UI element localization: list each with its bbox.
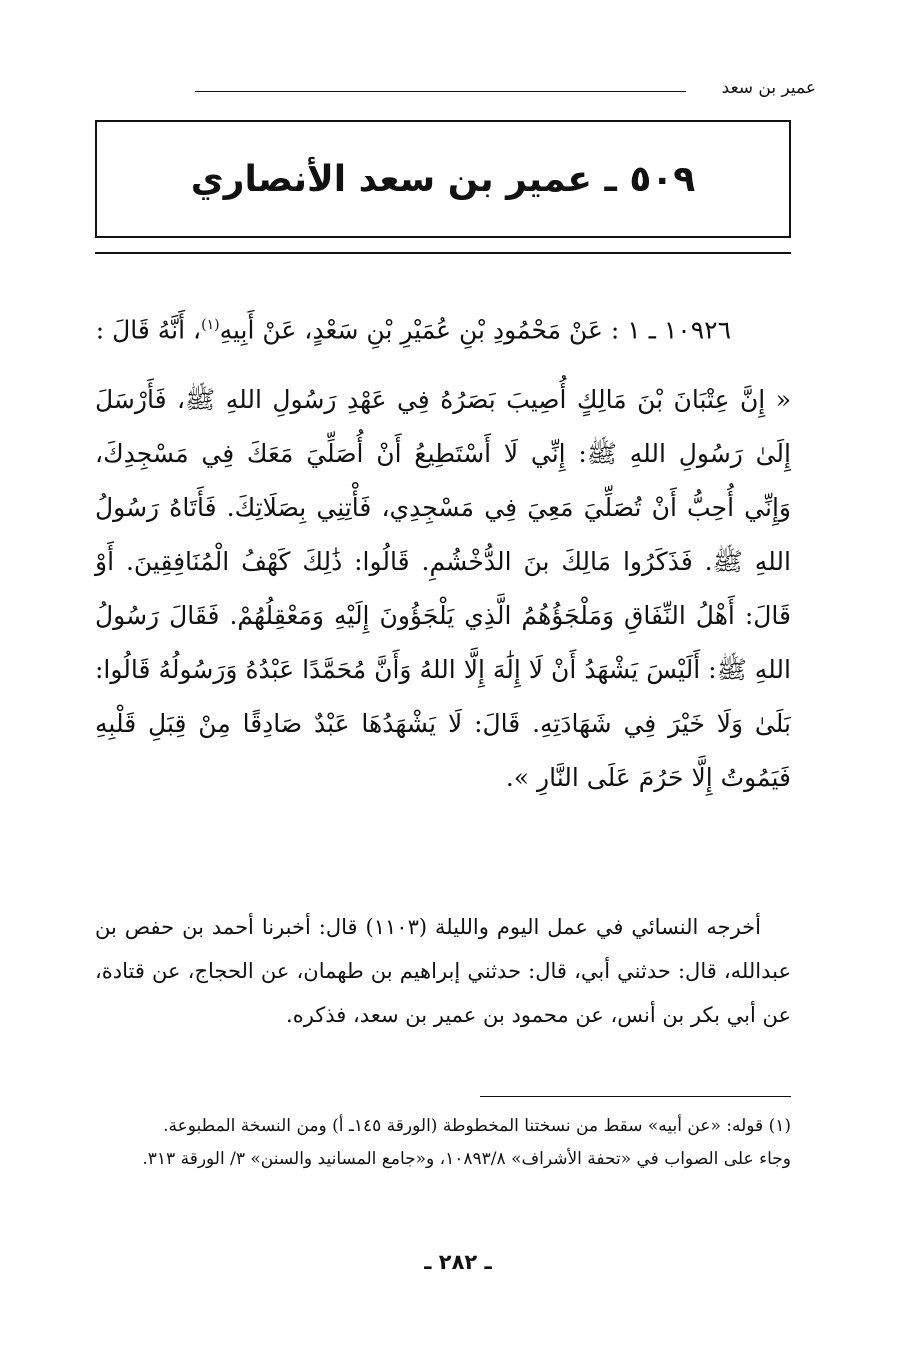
hadith-isnad-end: ، أَنَّهُ قَالَ :: [95, 315, 202, 345]
footnote-ref[interactable]: (١): [201, 317, 220, 333]
footnotes: [95, 1110, 791, 1176]
running-head-label: عمير بن سعد: [721, 78, 816, 98]
hadith-isnad: عَنْ مَحْمُودِ بْنِ عُمَيْرِ بْنِ سَعْدٍ، عَنْ أَبِيهِ: [219, 315, 603, 345]
title-box: [95, 120, 791, 238]
running-head: [100, 74, 816, 104]
footnote-line-2: وجاء على الصواب في «تحفة الأشراف» ١٠٨٩٣/٨، و«جامع المسانيد والسنن» ٣/ الورقة ٣١٣.: [142, 1149, 791, 1169]
footnote-line-1: (١) قوله: «عن أبيه» سقط من نسختنا المخطوطة (الورقة ١٤٥ـ أ) ومن النسخة المطبوعة.: [163, 1116, 791, 1136]
title-underline: [95, 252, 791, 254]
chapter-title: ٥٠٩ ـ عمير بن سعد الأنصاري: [190, 158, 696, 200]
footnote-rule: [480, 1096, 791, 1097]
hadith-text: [95, 298, 791, 805]
page-number: ـ ٢٨٢ ـ: [424, 1250, 492, 1274]
running-head-rule: [195, 91, 686, 92]
hadith-matn: « إِنَّ عِتْبَانَ بْنَ مَالِكٍ أُصِيبَ بَصَرُهُ فِي عَهْدِ رَسُولِ اللهِ ﷺ، فَأَرْسَلَ إِلَىٰ رَسُولِ اللهِ ﷺ: إِنِّي لَا أَسْتَطِيعُ أَنْ أُصَلِّيَ مَعَكَ فِي مَسْجِدِكَ، وَإِنِّي أُحِبُّ أَنْ تُصَلِّيَ مَعِيَ فِي مَسْجِدِي، فَأْتِنِي بِصَلَاتِكَ. فَأَتَاهُ رَسُولُ اللهِ ﷺ. فَذَكَرُوا مَالِكَ بنَ الدُّخْشُمِ. قَالُوا: ذَٰلِكَ كَهْفُ الْمُنَافِقِينَ. أَوْ قَالَ: أَهْلُ النِّفَاقِ وَمَلْجَؤُهُمُ الَّذِي يَلْجَؤُونَ إِلَيْهِ وَمَعْقِلُهُمْ. فَقَالَ رَسُولُ اللهِ ﷺ: أَلَيْسَ يَشْهَدُ أَنْ لَا إِلَٰهَ إِلَّا اللهُ وَأَنَّ مُحَمَّدًا عَبْدُهُ وَرَسُولُهُ قَالُوا: بَلَىٰ وَلَا خَيْرَ فِي شَهَادَتِهِ. قَالَ: لَا يَشْهَدُهَا عَبْدٌ صَادِقًا مِنْ قِبَلِ قَلْبِهِ فَيَمُوتُ إِلَّا حَرُمَ عَلَى النَّارِ ».: [95, 385, 791, 793]
hadith-number: ١٠٩٢٦ ـ ١ :: [610, 315, 731, 345]
hadith-isnad-paragraph: [95, 298, 791, 357]
takhrij-paragraph: أخرجه النسائي في عمل اليوم والليلة (١١٠٣) قال: أخبرنا أحمد بن حفص بن عبدالله، قال: حدثني أبي، قال: حدثني إبراهيم بن طهمان، عن الحجاج، عن قتادة، عن أبي بكر بن أنس، عن محمود بن عمير بن سعد، فذكره.: [95, 915, 791, 1027]
